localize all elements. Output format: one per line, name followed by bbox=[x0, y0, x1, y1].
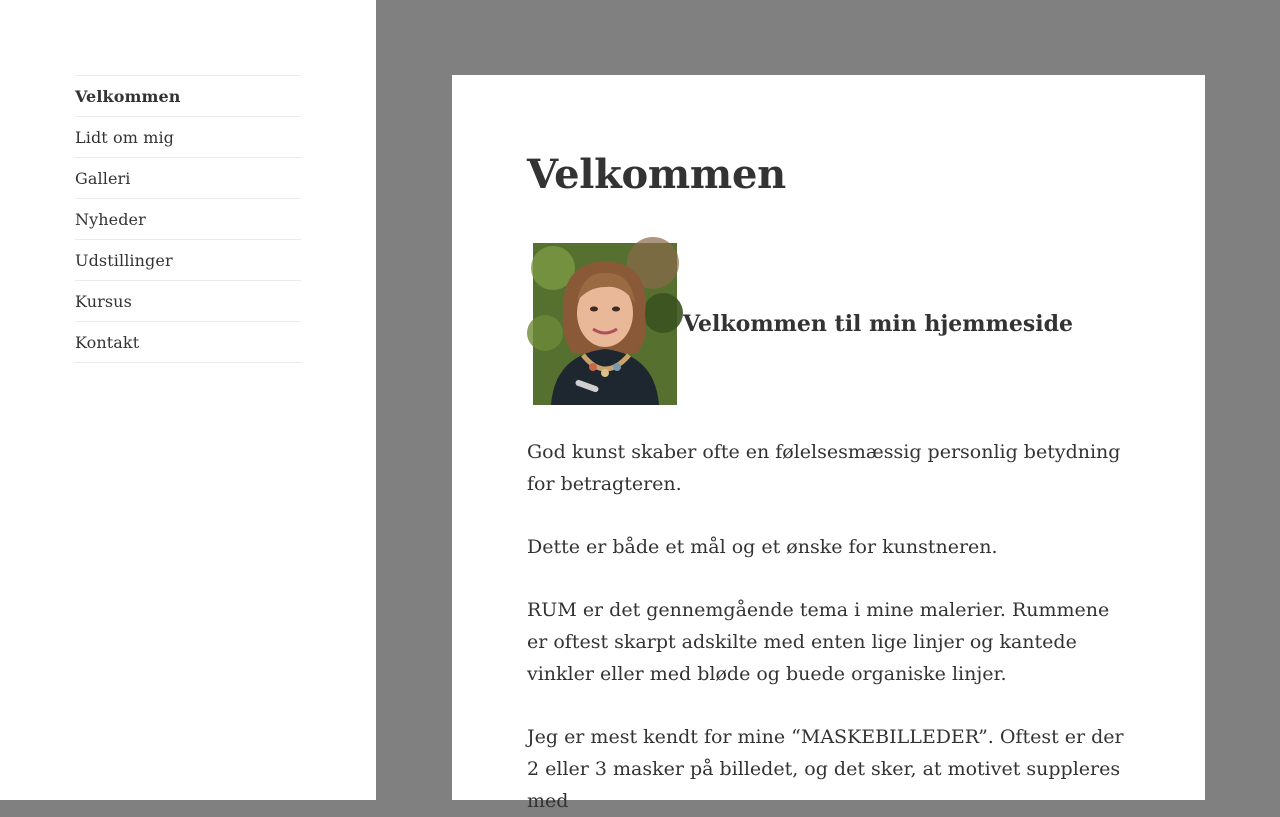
nav-item-kursus[interactable] bbox=[75, 281, 301, 322]
nav-link-lidt-om-mig[interactable]: Lidt om mig bbox=[75, 127, 175, 147]
nav-item-kontakt[interactable] bbox=[75, 322, 301, 363]
nav-item-nyheder[interactable] bbox=[75, 199, 301, 240]
content-card bbox=[452, 75, 1205, 812]
main-navigation bbox=[75, 75, 301, 363]
nav-link-nyheder[interactable]: Nyheder bbox=[75, 209, 146, 229]
page-article bbox=[527, 153, 1127, 817]
page-title: Velkommen bbox=[527, 151, 786, 198]
intro-paragraph-1: God kunst skaber ofte en følelsesmæssig personlig betydning for betragteren. bbox=[527, 441, 1121, 495]
nav-link-kontakt[interactable]: Kontakt bbox=[75, 332, 140, 352]
artist-portrait-image bbox=[533, 243, 677, 405]
nav-link-udstillinger[interactable]: Udstillinger bbox=[75, 250, 173, 270]
nav-item-galleri[interactable] bbox=[75, 158, 301, 199]
sidebar bbox=[0, 0, 376, 800]
nav-item-lidt-om-mig[interactable] bbox=[75, 117, 301, 158]
intro-paragraph-2: Dette er både et mål og et ønske for kunstneren. bbox=[527, 536, 998, 558]
welcome-heading: Velkommen til min hjemmeside bbox=[683, 311, 1073, 337]
nav-item-velkommen[interactable] bbox=[75, 76, 301, 117]
intro-paragraph-4: Jeg er mest kendt for mine “MASKEBILLEDER”. Oftest er der 2 eller 3 masker på billedet, og det sker, at motivet suppleres med bbox=[527, 726, 1124, 812]
welcome-row bbox=[527, 243, 1127, 405]
nav-link-velkommen[interactable]: Velkommen bbox=[75, 86, 181, 106]
nav-link-galleri[interactable]: Galleri bbox=[75, 168, 131, 188]
nav-link-kursus[interactable]: Kursus bbox=[75, 291, 132, 311]
intro-paragraph-3: RUM er det gennemgående tema i mine malerier. Rummene er oftest skarpt adskilte med enten lige linjer og kantede vinkler eller med bløde og buede organiske linjer. bbox=[527, 599, 1110, 685]
nav-item-udstillinger[interactable] bbox=[75, 240, 301, 281]
